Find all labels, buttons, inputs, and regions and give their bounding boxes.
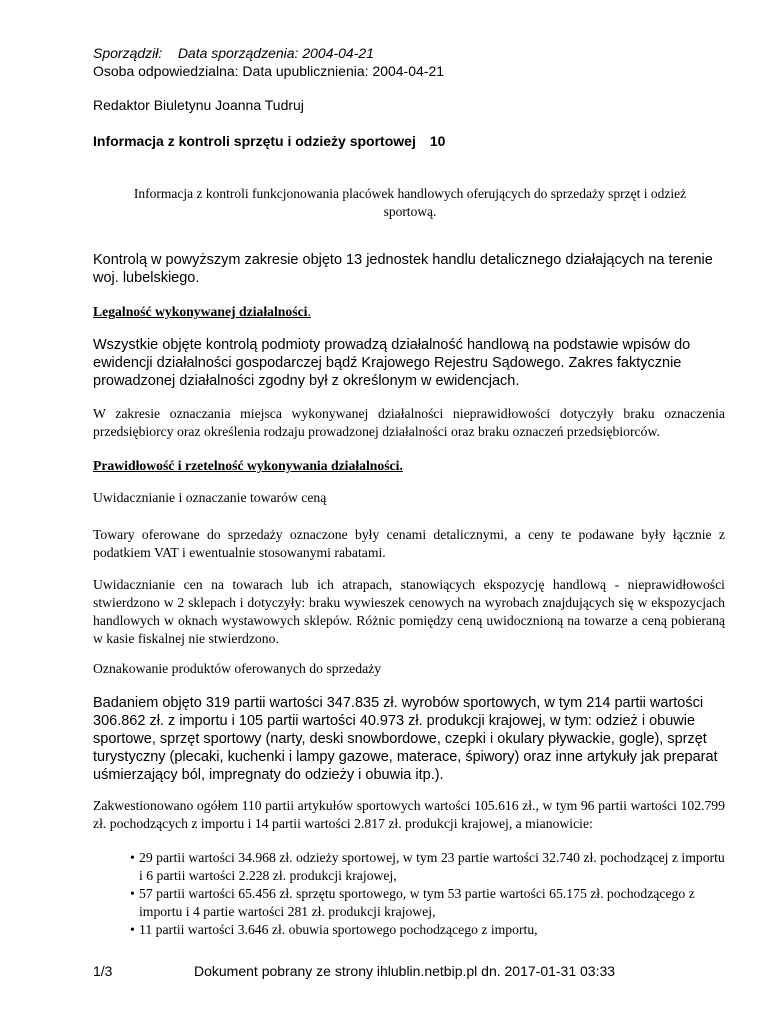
section-heading-legality-text: Legalność wykonywanej działalności bbox=[93, 304, 308, 319]
section-heading-legality bbox=[93, 304, 311, 320]
bullet-icon: • bbox=[130, 886, 135, 901]
responsible-person-line: Osoba odpowiedzialna: Data upublicznienia: 2004-04-21 bbox=[93, 63, 445, 79]
list-item bbox=[130, 849, 726, 885]
prepared-by-line: Sporządził: Data sporządzenia: 2004-04-21 bbox=[93, 45, 374, 61]
title-number: 10 bbox=[429, 133, 446, 149]
section-heading-correctness: Prawidłowość i rzetelność wykonywania działalności. bbox=[93, 458, 403, 473]
intro-paragraph: Kontrolą w powyższym zakresie objęto 13 jednostek handlu detalicznego działających na terenie woj. lubelskiego. bbox=[93, 252, 713, 286]
bullet-icon: • bbox=[130, 922, 135, 937]
document-subtitle: Informacja z kontroli funkcjonowania placówek handlowych oferujących do sprzedaży sprzęt i odzież sportową. bbox=[133, 186, 687, 219]
list-item bbox=[130, 921, 726, 939]
page-number: 1/3 bbox=[93, 963, 113, 979]
labeling-paragraph-2: Zakwestionowano ogółem 110 partii artykułów sportowych wartości 105.616 zł., w tym 96 partii wartości 102.799 zł. pochodzących z importu i 14 partii wartości 2.817 zł. produkcji krajowej, a mianowicie: bbox=[93, 798, 725, 831]
document-title bbox=[93, 133, 445, 149]
subsection-product-labeling: Oznakowanie produktów oferowanych do sprzedaży bbox=[93, 661, 382, 676]
legality-paragraph-2: W zakresie oznaczania miejsca wykonywanej działalności nieprawidłowości dotyczyły braku oznaczenia przedsiębiorcy oraz określenia rodzaju prowadzonej działalności oraz braku oznaczeń przedsiębiorców. bbox=[93, 406, 725, 439]
price-paragraph-2: Uwidacznianie cen na towarach lub ich atrapach, stanowiących ekspozycję handlową - nieprawidłowości stwierdzono w 2 sklepach i dotyczyły: braku wywieszek cenowych na wyrobach znajdujących się w ekspozycjach handlowych w oknach wystawowych sklepów. Różnic pomiędzy ceną uwidocznioną na towarze a ceną pobieraną w kasie fiskalnej nie stwierdzono. bbox=[93, 577, 725, 646]
download-source-note: Dokument pobrany ze strony ihlublin.netbip.pl dn. 2017-01-31 03:33 bbox=[194, 963, 616, 979]
bullet-icon: • bbox=[130, 850, 135, 865]
list-item-text: 29 partii wartości 34.968 zł. odzieży sportowej, w tym 23 partie wartości 32.740 zł. pochodzącej z importu i 6 partii wartości 2.228 zł. produkcji krajowej, bbox=[139, 850, 725, 883]
editor-line: Redaktor Biuletynu Joanna Tudruj bbox=[93, 97, 304, 113]
price-paragraph-1: Towary oferowane do sprzedaży oznaczone były cenami detalicznymi, a ceny te podawane były łącznie z podatkiem VAT i ewentualnie stosowanymi rabatami. bbox=[93, 527, 725, 560]
list-item-text: 11 partii wartości 3.646 zł. obuwia sportowego pochodzącego z importu, bbox=[139, 922, 538, 937]
labeling-paragraph-1: Badaniem objęto 319 partii wartości 347.835 zł. wyrobów sportowych, w tym 214 partii wartości 306.862 zł. z importu i 105 partii wartości 40.973 zł. produkcji krajowej, w tym: odzież i obuwie sportowe, sprzęt sportowy (narty, deski snowbordowe, czepki i okulary pływackie, gogle), sprzęt turystyczny (plecaki, kuchenki i lampy gazowe, materace, śpiwory) oraz inne artykuły jak preparat uśmierzający ból, impregnaty do odzieży i obuwia itp.). bbox=[93, 695, 718, 783]
subsection-price-marking: Uwidacznianie i oznaczanie towarów ceną bbox=[93, 490, 327, 505]
title-text: Informacja z kontroli sprzętu i odzieży sportowej bbox=[93, 133, 416, 149]
list-item-text: 57 partii wartości 65.456 zł. sprzętu sportowego, w tym 53 partie wartości 65.175 zł. pochodzącego z importu i 4 partie wartości 281 zł. produkcji krajowej, bbox=[139, 886, 695, 919]
questioned-items-list bbox=[130, 849, 726, 939]
list-item bbox=[130, 885, 726, 921]
section-heading-legality-period: . bbox=[307, 304, 311, 319]
legality-paragraph-1: Wszystkie objęte kontrolą podmioty prowadzą działalność handlową na podstawie wpisów do ewidencji działalności gospodarczej bądź Krajowego Rejestru Sądowego. Zakres faktycznie prowadzonej działalności zgodny był z określonym w ewidencjach. bbox=[93, 337, 691, 389]
